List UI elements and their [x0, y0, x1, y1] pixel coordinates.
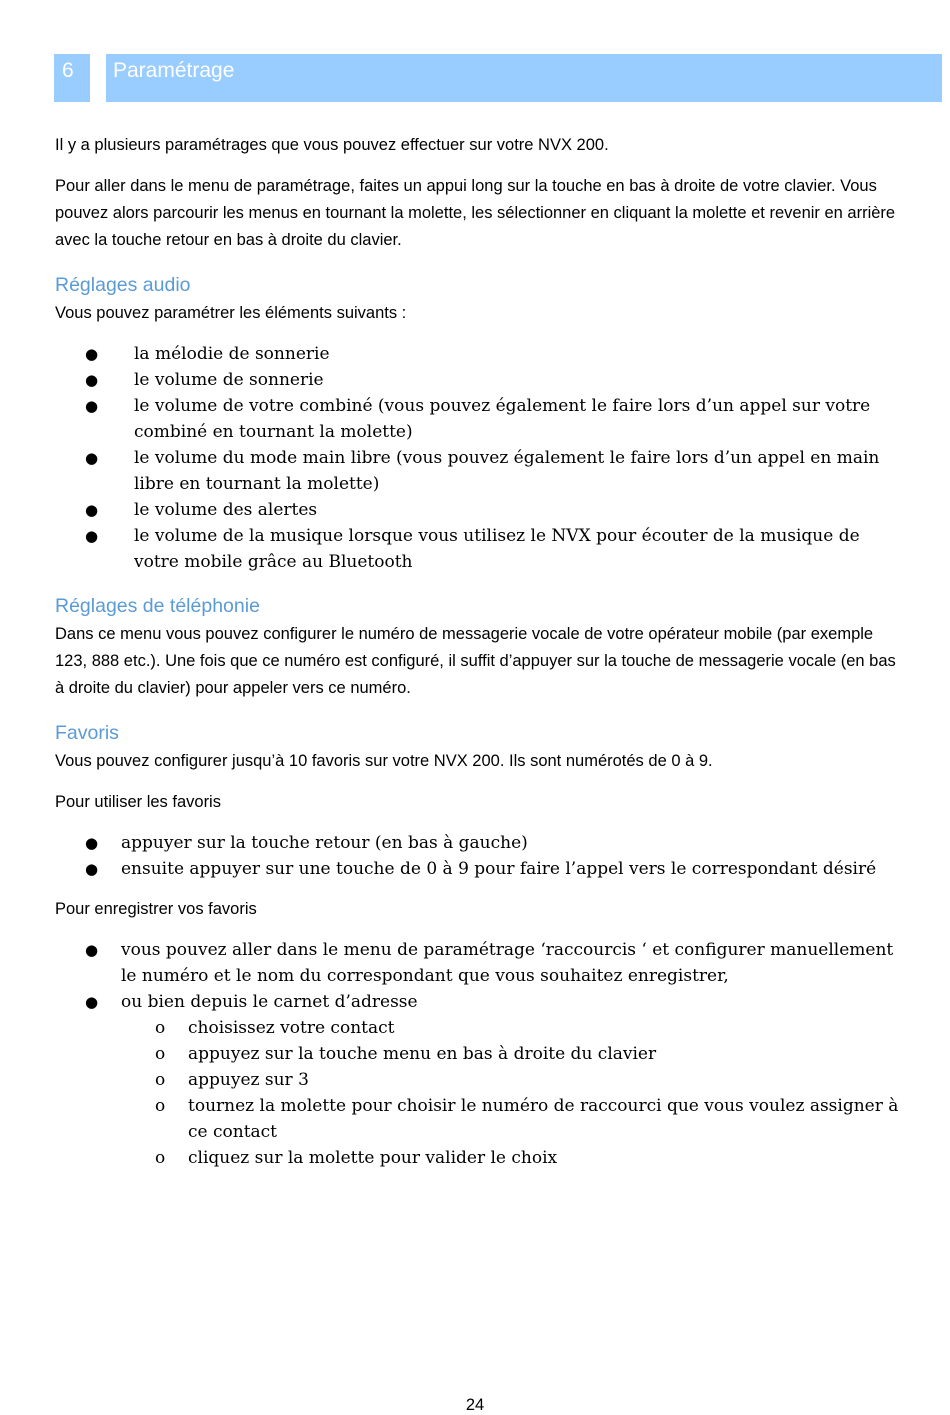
bullet-icon: ● — [85, 527, 99, 545]
audio-heading: Réglages audio — [55, 274, 191, 296]
circle-bullet-icon: o — [155, 1070, 166, 1090]
bullet-icon: ● — [85, 345, 99, 363]
page-content — [55, 132, 905, 1185]
circle-bullet-icon: o — [155, 1018, 166, 1038]
list-item: ● vous pouvez aller dans le menu de paramétrage ‘raccourcis ‘ et configurer manuellement le numéro et le nom du correspondant que vous souhaitez enregistrer, — [55, 937, 905, 989]
chapter-number-box — [54, 54, 90, 102]
bullet-icon: ● — [85, 449, 99, 467]
bullet-icon: ● — [85, 860, 99, 878]
list-item: ● le volume de sonnerie — [55, 367, 905, 393]
list-item: ● la mélodie de sonnerie — [55, 341, 905, 367]
bullet-icon: ● — [85, 993, 99, 1011]
audio-list — [55, 341, 905, 575]
sub-list-item: o tournez la molette pour choisir le numéro de raccourci que vous voulez assigner à ce contact — [121, 1093, 905, 1145]
bullet-icon: ● — [85, 397, 99, 415]
favorites-heading: Favoris — [55, 722, 119, 744]
favorites-use-list — [55, 830, 905, 882]
chapter-title-box — [106, 54, 942, 102]
bullet-icon: ● — [85, 501, 99, 519]
favorites-sub-list — [121, 1015, 905, 1171]
audio-lead: Vous pouvez paramétrer les éléments suivants : — [55, 304, 407, 322]
list-item: ● le volume des alertes — [55, 497, 905, 523]
list-item: ● le volume de votre combiné (vous pouvez également le faire lors d’un appel sur votre combiné en tournant la molette) — [55, 393, 905, 445]
chapter-title: Paramétrage — [113, 59, 235, 82]
list-item: ● ensuite appuyer sur une touche de 0 à 9 pour faire l’appel vers le correspondant désiré — [55, 856, 905, 882]
favorites-save-list — [55, 937, 905, 1171]
telephony-text: Dans ce menu vous pouvez configurer le numéro de messagerie vocale de votre opérateur mobile (par exemple 123, 888 etc.). Une fois que ce numéro est configuré, il suffit d’appuyer sur la touche de messagerie vocale (en bas à droite du clavier) pour appeler vers ce numéro. — [55, 625, 896, 697]
list-item: ● le volume du mode main libre (vous pouvez également le faire lors d’un appel en main libre en tournant la molette) — [55, 445, 905, 497]
intro-paragraph: Pour aller dans le menu de paramétrage, faites un appui long sur la touche en bas à droite de votre clavier. Vous pouvez alors parcourir les menus en tournant la molette, les sélectionner en cliquant la molette et revenir en arrière avec la touche retour en bas à droite du clavier. — [55, 177, 896, 249]
bullet-icon: ● — [85, 371, 99, 389]
circle-bullet-icon: o — [155, 1044, 166, 1064]
list-item: ● appuyer sur la touche retour (en bas à gauche) — [55, 830, 905, 856]
bullet-icon: ● — [85, 834, 99, 852]
circle-bullet-icon: o — [155, 1096, 166, 1116]
list-item: ● ou bien depuis le carnet d’adresse o choisissez votre contact o appuyez sur la touche menu en bas à droite du clavier o appuyez sur 3 o tournez la molette pour choisir le numéro de raccourci que vous voulez assigner à ce contact o cliquez sur la molette pour valider le choix — [55, 989, 905, 1171]
chapter-number: 6 — [62, 59, 74, 82]
favorites-text: Vous pouvez configurer jusqu’à 10 favoris sur votre NVX 200. Ils sont numérotés de 0 à 9. — [55, 752, 713, 770]
sub-list-item: o cliquez sur la molette pour valider le choix — [121, 1145, 905, 1171]
bullet-icon: ● — [85, 941, 99, 959]
list-item: ● le volume de la musique lorsque vous utilisez le NVX pour écouter de la musique de votre mobile grâce au Bluetooth — [55, 523, 905, 575]
intro-paragraph: Il y a plusieurs paramétrages que vous pouvez effectuer sur votre NVX 200. — [55, 136, 609, 154]
sub-list-item: o choisissez votre contact — [121, 1015, 905, 1041]
favorites-save-lead: Pour enregistrer vos favoris — [55, 900, 257, 918]
page-number: 24 — [465, 1396, 485, 1414]
sub-list-item: o appuyez sur la touche menu en bas à droite du clavier — [121, 1041, 905, 1067]
sub-list-item: o appuyez sur 3 — [121, 1067, 905, 1093]
circle-bullet-icon: o — [155, 1148, 166, 1168]
telephony-heading: Réglages de téléphonie — [55, 595, 260, 617]
favorites-use-lead: Pour utiliser les favoris — [55, 793, 221, 811]
